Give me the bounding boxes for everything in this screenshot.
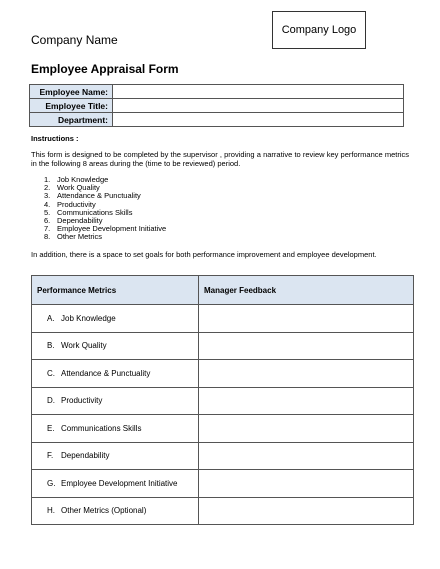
list-item-number: 7. <box>44 224 51 234</box>
metric-label: Communications Skills <box>61 423 142 433</box>
metric-cell <box>32 497 199 525</box>
feedback-cell[interactable] <box>199 442 414 470</box>
metric-cell <box>32 415 199 443</box>
metric-letter: A. <box>47 313 55 323</box>
table-row <box>32 360 414 388</box>
column-header-performance-metrics: Performance Metrics <box>32 276 199 305</box>
list-item-label: Dependability <box>57 216 103 226</box>
employee-title-field[interactable] <box>113 99 404 113</box>
company-name: Company Name <box>31 33 118 47</box>
list-item-number: 6. <box>44 216 51 226</box>
areas-list <box>44 176 166 242</box>
table-row <box>32 332 414 360</box>
company-logo-box <box>272 11 366 49</box>
metric-label: Attendance & Punctuality <box>61 368 151 378</box>
table-row <box>32 387 414 415</box>
metric-letter: B. <box>47 341 55 351</box>
employee-title-label: Employee Title: <box>30 99 113 113</box>
list-item <box>44 233 166 241</box>
table-row <box>32 470 414 498</box>
feedback-cell[interactable] <box>199 497 414 525</box>
list-item-label: Job Knowledge <box>57 175 109 184</box>
company-logo-text: Company Logo <box>281 24 357 36</box>
metric-label: Employee Development Initiative <box>61 478 178 488</box>
metric-letter: G. <box>47 478 56 488</box>
list-item-number: 5. <box>44 207 51 217</box>
metric-letter: F. <box>47 451 54 461</box>
list-item-number: 3. <box>44 191 51 201</box>
metric-cell <box>32 387 199 415</box>
employee-name-label: Employee Name: <box>30 85 113 99</box>
addition-text: In addition, there is a space to set goals for both performance improvement and employee development. <box>31 250 377 259</box>
form-title: Employee Appraisal Form <box>31 62 179 76</box>
list-item-label: Attendance & Punctuality <box>57 191 141 201</box>
metric-letter: D. <box>47 396 55 406</box>
info-row-department <box>30 113 404 127</box>
table-row <box>32 305 414 333</box>
metric-letter: C. <box>47 368 55 378</box>
table-row <box>32 415 414 443</box>
metric-cell <box>32 442 199 470</box>
metric-label: Dependability <box>61 451 110 461</box>
feedback-cell[interactable] <box>199 387 414 415</box>
list-item-label: Productivity <box>57 199 96 209</box>
feedback-cell[interactable] <box>199 470 414 498</box>
feedback-cell[interactable] <box>199 305 414 333</box>
feedback-cell[interactable] <box>199 332 414 360</box>
info-row-employee-name <box>30 85 404 99</box>
feedback-cell[interactable] <box>199 360 414 388</box>
column-header-manager-feedback: Manager Feedback <box>199 276 414 305</box>
list-item-number: 2. <box>44 183 51 193</box>
list-item-label: Work Quality <box>57 183 100 193</box>
metric-letter: H. <box>47 506 55 516</box>
list-item-label: Other Metrics <box>57 232 103 242</box>
list-item-label: Employee Development Initiative <box>57 224 167 234</box>
metric-label: Job Knowledge <box>61 313 116 323</box>
metric-label: Other Metrics (Optional) <box>61 506 147 516</box>
instructions-heading: Instructions : <box>31 134 79 143</box>
metric-label: Productivity <box>61 396 103 406</box>
metric-cell <box>32 360 199 388</box>
metrics-table <box>31 275 414 525</box>
list-item-number: 1. <box>44 175 51 184</box>
metrics-header-row <box>32 276 414 305</box>
table-row <box>32 442 414 470</box>
metric-letter: E. <box>47 423 55 433</box>
department-label: Department: <box>30 113 113 127</box>
info-row-employee-title <box>30 99 404 113</box>
metric-label: Work Quality <box>61 341 107 351</box>
metric-cell <box>32 305 199 333</box>
table-row <box>32 497 414 525</box>
department-field[interactable] <box>113 113 404 127</box>
employee-info-table <box>29 84 404 127</box>
feedback-cell[interactable] <box>199 415 414 443</box>
metric-cell <box>32 470 199 498</box>
list-item-number: 4. <box>44 199 51 209</box>
list-item-label: Communications Skills <box>57 207 133 217</box>
metric-cell <box>32 332 199 360</box>
list-item-number: 8. <box>44 232 51 242</box>
instructions-text: This form is designed to be completed by the supervisor , providing a narrative to review key performance metrics in the following 8 areas during the (time to be reviewed) period. <box>31 150 409 168</box>
employee-name-field[interactable] <box>113 85 404 99</box>
